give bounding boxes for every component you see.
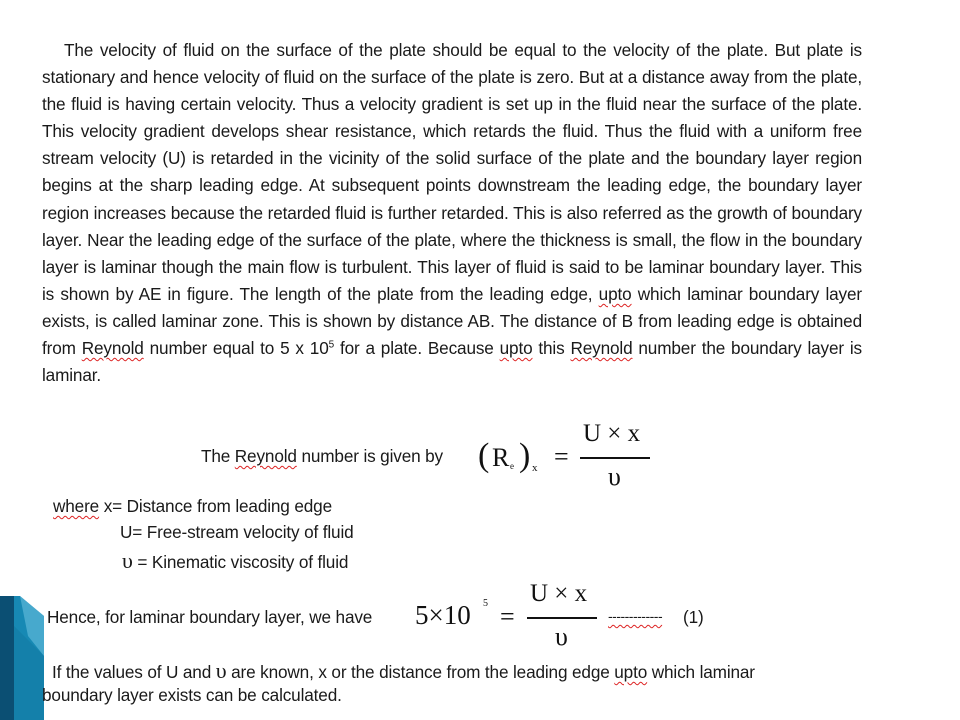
lhs-sub-e: e <box>510 461 514 471</box>
corner-decoration <box>0 596 44 720</box>
lhs-exponent: 5 <box>483 598 488 609</box>
equation-number: (1) <box>683 607 704 627</box>
denominator: υ <box>608 462 621 491</box>
where-line-3: υ = Kinematic viscosity of fluid <box>122 548 349 573</box>
laminar-intro: Hence, for laminar boundary layer, we have <box>47 607 373 627</box>
final-line-1: If the values of U and υ are known, x or the distance from the leading edge upto which laminar <box>52 658 755 683</box>
lhs-open-paren: ( <box>478 437 490 474</box>
numerator: U × x <box>530 580 588 607</box>
final-line-2: boundary layer exists can be calculated. <box>42 685 342 705</box>
where-line-2: U= Free-stream velocity of fluid <box>120 522 354 542</box>
equals-sign: = <box>554 442 569 471</box>
reynolds-intro: The Reynold number is given by <box>201 446 443 466</box>
lhs-close-paren: ) <box>519 437 531 474</box>
body-paragraph: The velocity of fluid on the surface of the plate should be equal to the velocity of the plate. But plate is stationary and hence velocity of fluid on the surface of the plate is zero. But at a distance away from the plate, the fluid is having certain velocity. Thus a velocity gradient is set up in the fluid near the surface of the plate. This velocity gradient develops shear resistance, which retards the fluid. Thus the fluid with a uniform free stream velocity (U) is retarded in the vicinity of the solid surface of the plate and the boundary layer region begins at the sharp leading edge. At subsequent points downstream the leading edge, the boundary layer region increases because the retarded fluid is further retarded. This is also referred as the growth of boundary layer. Near the leading edge of the surface of the plate, where the thickness is small, the flow in the boundary layer is laminar though the main flow is turbulent. This layer of fluid is said to be laminar boundary layer. This is shown by AE in figure. The length of the plate from the leading edge, upto which laminar boundary layer exists, is called laminar zone. This is shown by distance AB. The distance of B from leading edge is obtained from Reynold number equal to 5 x $10^5$ for a plate. Because upto this Reynold number the boundary layer is laminar. <box>42 40 862 386</box>
equals-sign: = <box>500 602 515 631</box>
fraction-bar <box>527 617 597 619</box>
lhs-r: R <box>492 443 510 472</box>
denominator: υ <box>555 622 568 651</box>
where-line-1: where x= Distance from leading edge <box>53 496 332 516</box>
lhs-value: 5×10 <box>415 600 471 630</box>
numerator: U × x <box>583 420 641 447</box>
lhs-sub-x: x <box>532 462 538 474</box>
equation-leader: ------------- <box>608 608 663 624</box>
fraction-bar <box>580 457 650 459</box>
